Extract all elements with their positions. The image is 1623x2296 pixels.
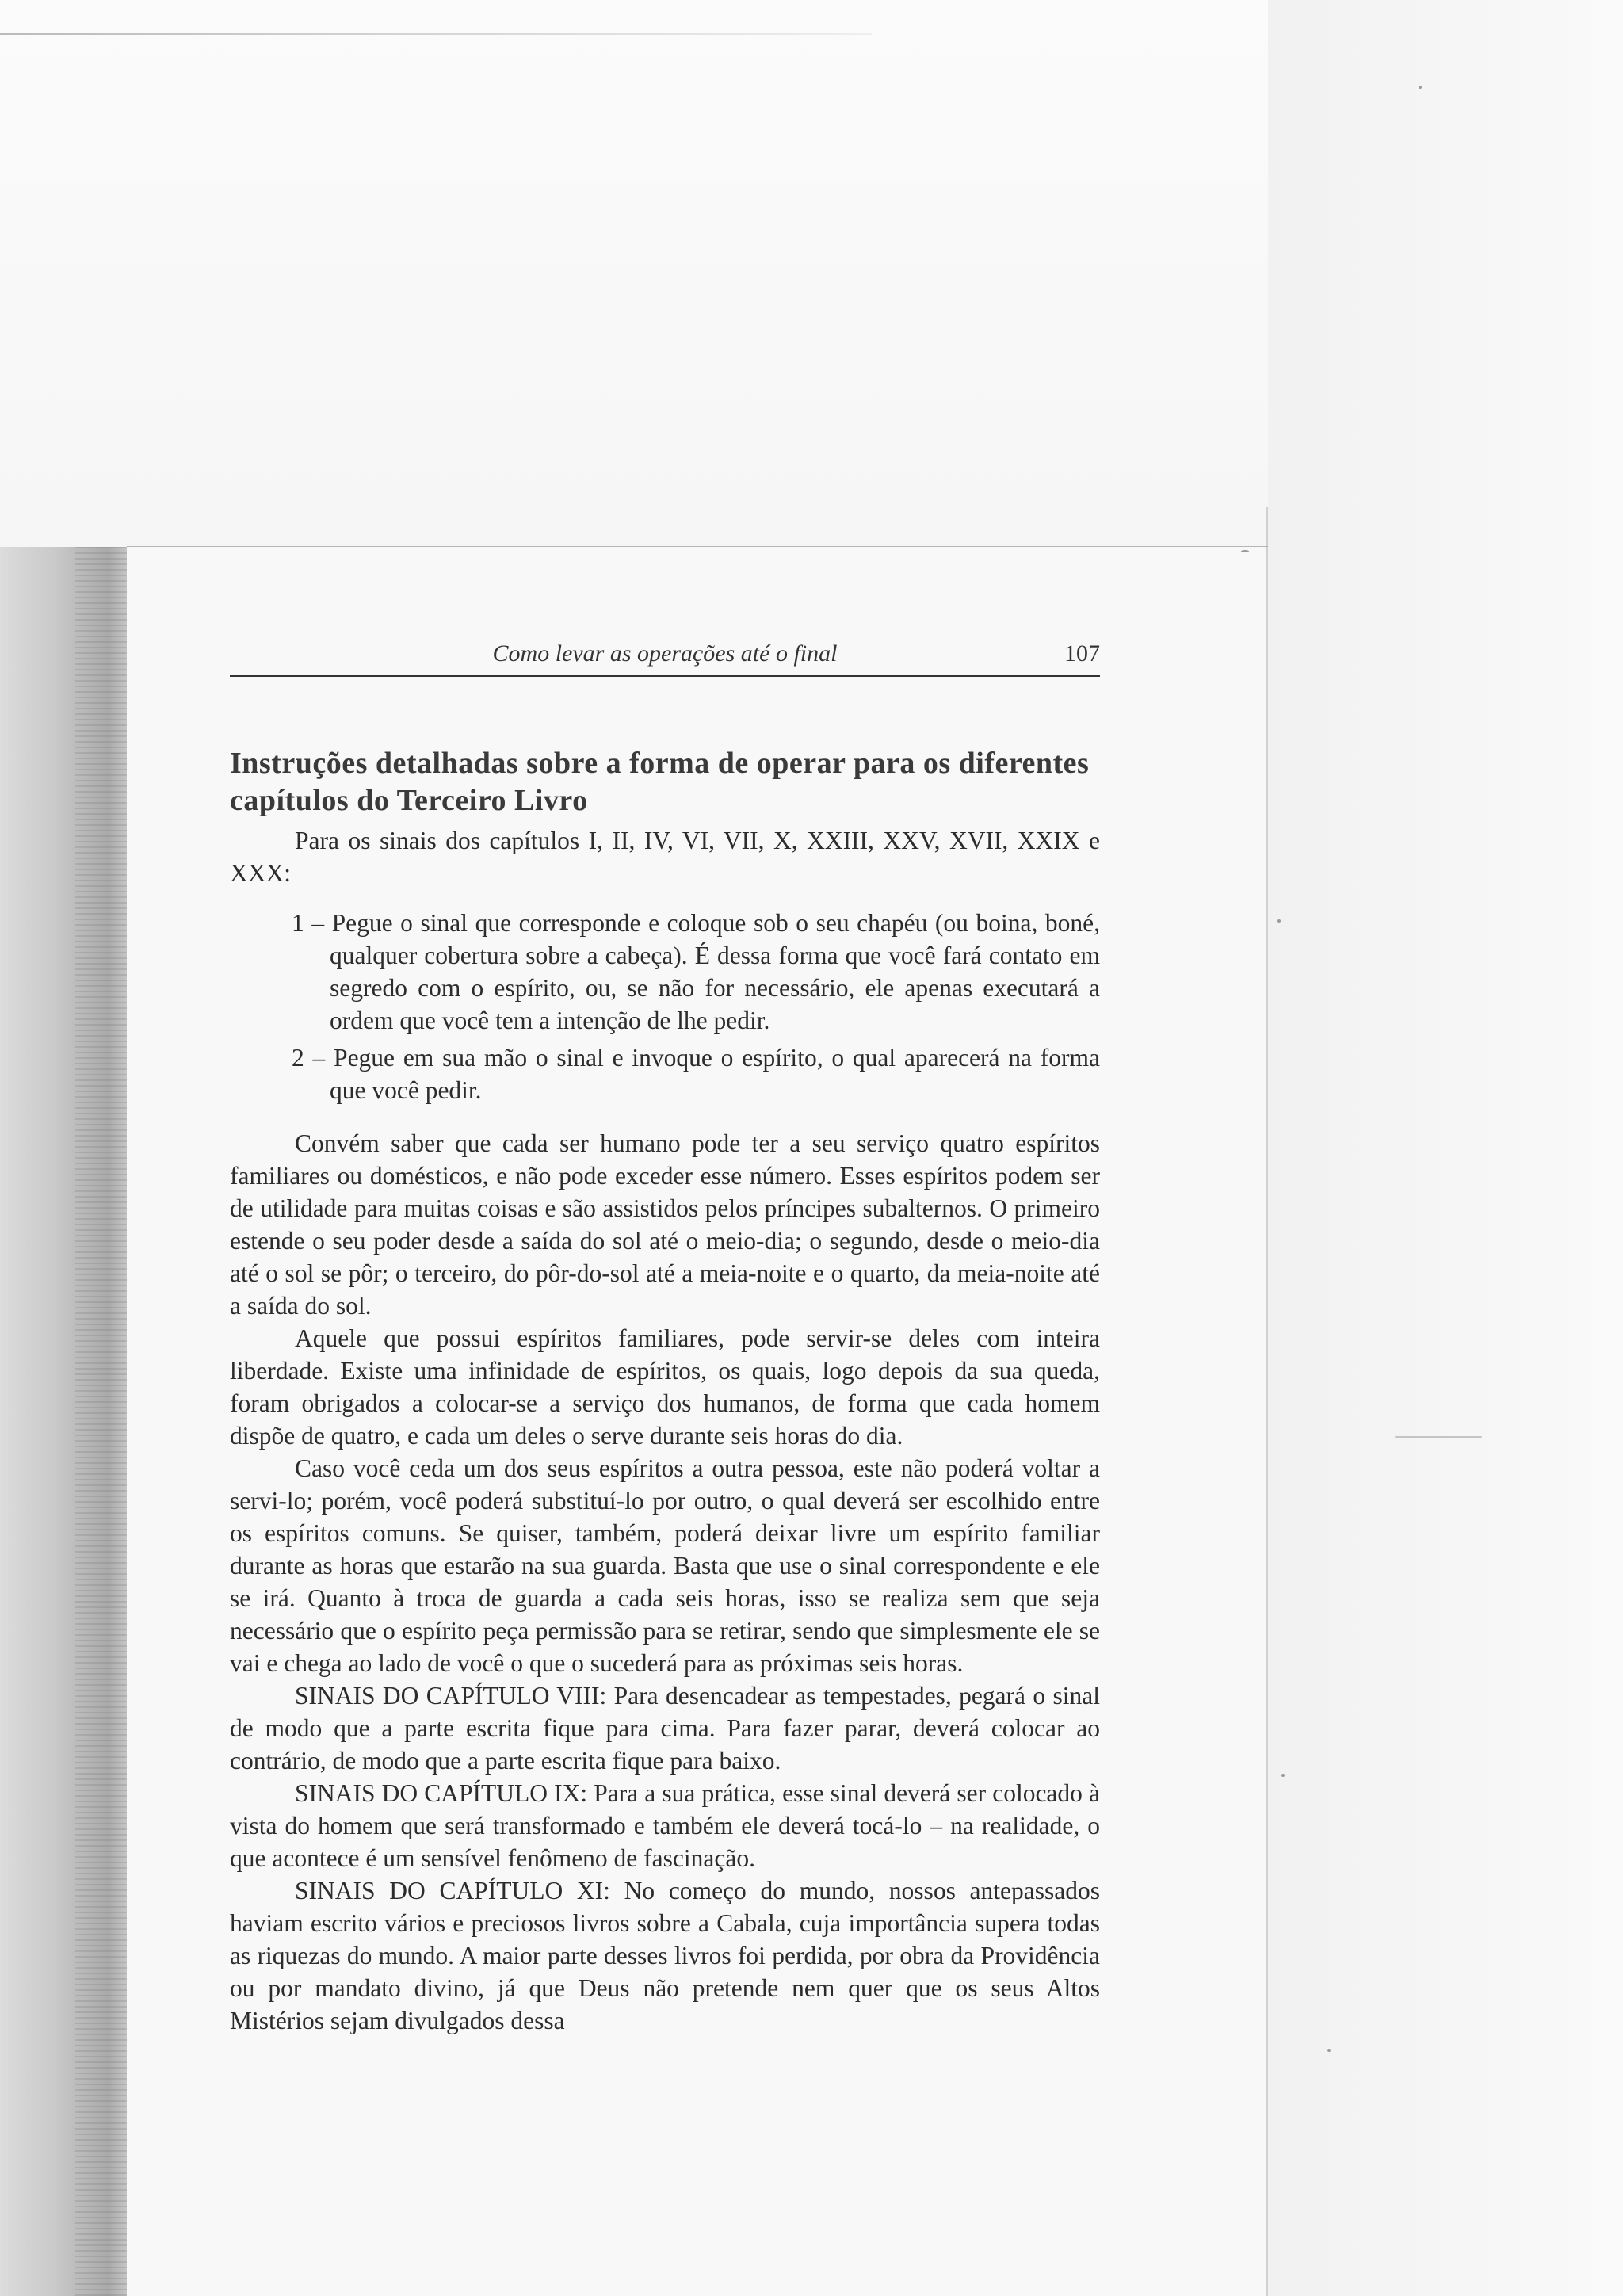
body-paragraph: SINAIS DO CAPÍTULO VIII: Para desencadear as tempestades, pegará o sinal de modo que a parte escrita fique para cima. Para fazer parar, deverá colocar ao contrário, de modo que a parte escrita fique para baixo. [230,1682,1100,1775]
body-paragraph: Aquele que possui espíritos familiares, pode servir-se deles com inteira liberdade. Existe uma infinidade de espíritos, os quais, logo depois da sua queda, foram obrigados a colocar-se a serviço dos humanos, de forma que cada homem dispõe de quatro, e cada um deles o serve durante seis horas do dia. [230,1324,1100,1450]
running-head [230,640,1100,677]
section-heading: Instruções detalhadas sobre a forma de operar para os diferentes capítulos do Terceiro Livro [230,747,1090,817]
scan-speck [1241,550,1249,552]
scan-speck [1277,919,1281,923]
page-right-edge [1266,507,1268,2296]
step-item: 2 – Pegue em sua mão o sinal e invoque o espírito, o qual aparecerá na forma que você pedir. [292,1044,1100,1104]
step-item: 1 – Pegue o sinal que corresponde e coloque sob o seu chapéu (ou boina, boné, qualquer cobertura sobre a cabeça). É dessa forma que você fará contato em segredo com o espírito, ou, se não for necessário, ele apenas executará a ordem que você tem a intenção de lhe pedir. [292,909,1100,1034]
running-title: Como levar as operações até o final [492,640,838,667]
steps-list [230,907,1100,1106]
scan-speck [1395,1436,1482,1438]
scan-speck [1327,2049,1331,2052]
book-gutter-texture [75,547,131,2296]
page-content [230,745,1100,2037]
body-paragraph: Caso você ceda um dos seus espíritos a outra pessoa, este não poderá voltar a servi-lo; porém, você poderá substituí-lo por outro, o qual deverá ser escolhido entre os espíritos comuns. Se quiser, também, poderá deixar livre um espírito familiar durante as horas que estarão na sua guarda. Basta que use o sinal correspondente e ele se irá. Quanto à troca de guarda a cada seis horas, isso se realiza sem que seja necessário que o espírito peça permissão para se retirar, sendo que simplesmente ele se vai e chega ao lado de você o que o sucederá para as próximas seis horas. [230,1454,1100,1677]
body-paragraph: Convém saber que cada ser humano pode ter a seu serviço quatro espíritos familiares ou domésticos, e não pode exceder esse número. Esses espíritos podem ser de utilidade para muitas coisas e são assistidos pelos príncipes subalternos. O primeiro estende o seu poder desde a saída do sol até o meio-dia; o segundo, desde o meio-dia até o sol se pôr; o terceiro, do pôr-do-sol até a meia-noite e o quarto, da meia-noite até a saída do sol. [230,1129,1100,1320]
body-paragraph: SINAIS DO CAPÍTULO IX: Para a sua prática, esse sinal deverá ser colocado à vista do homem que será transformado e também ele deverá tocá-lo – na realidade, o que acontece é um sensível fenômeno de fascinação. [230,1779,1100,1872]
intro-paragraph: Para os sinais dos capítulos I, II, IV, VI, VII, X, XXIII, XXV, XVII, XXIX e XXX: [230,827,1100,887]
page-number: 107 [1064,640,1100,667]
scan-edge-line [0,33,872,35]
body-paragraph: SINAIS DO CAPÍTULO XI: No começo do mundo, nossos antepassados haviam escrito vários e preciosos livros sobre a Cabala, cuja importância supera todas as riquezas do mundo. A maior parte desses livros foi perdida, por obra da Providência ou por mandato divino, já que Deus não pretende nem quer que os seus Altos Mistérios sejam divulgados dessa [230,1877,1100,2034]
scan-margin-right [1268,0,1623,2296]
scan-speck [1281,1774,1285,1777]
scan-speck [1419,86,1422,89]
